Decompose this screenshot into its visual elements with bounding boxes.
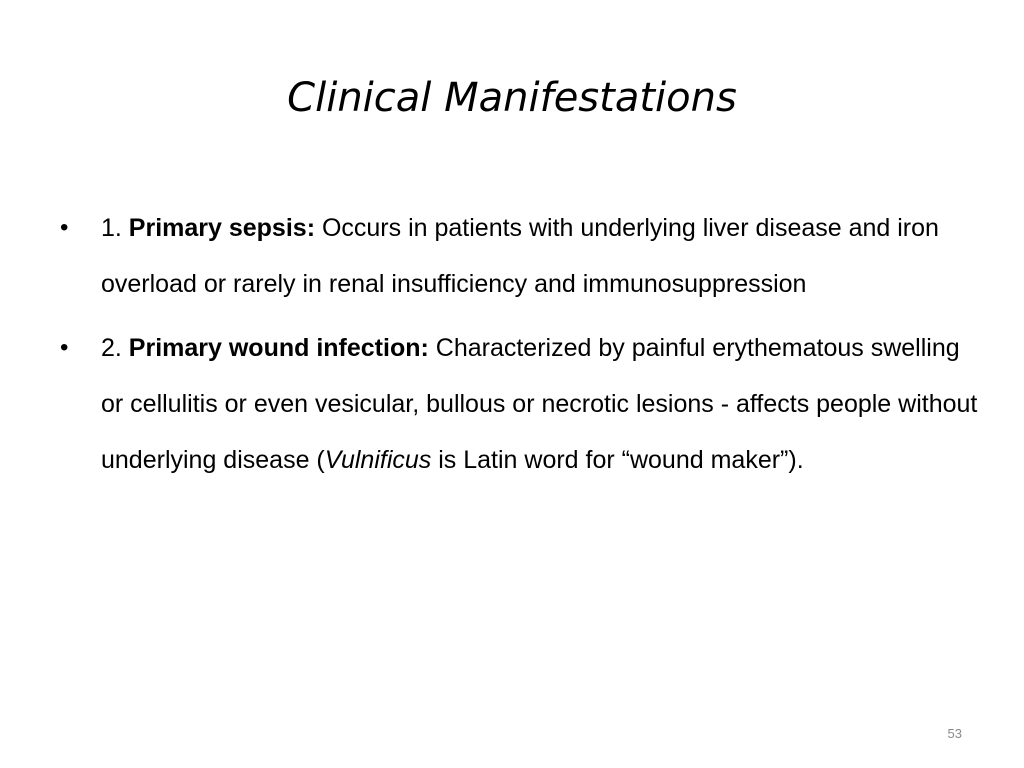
slide-title: Clinical Manifestations: [287, 75, 737, 121]
bullet-text: Occurs in patients with underlying liver disease and iron overload or rarely in renal insufficiency and immunosuppression: [101, 214, 939, 298]
bullet-heading: Primary wound infection:: [128, 334, 429, 362]
bullet-italic-term: Vulnificus: [324, 446, 432, 474]
bullet-marker: •: [60, 334, 69, 361]
bullet-item-primary-wound-infection: [60, 320, 980, 488]
bullet-marker: •: [60, 214, 69, 241]
bullet-number: 2.: [101, 334, 129, 362]
bullet-text: Characterized by painful erythematous swelling or cellulitis or even vesicular, bullous or necrotic lesions - affects people without underlying disease (: [101, 334, 978, 474]
bullet-number: 1.: [101, 214, 129, 242]
page-number: 53: [947, 726, 962, 741]
bullet-heading: Primary sepsis:: [128, 214, 316, 242]
bullet-list: [60, 200, 980, 496]
bullet-item-primary-sepsis: [60, 200, 980, 312]
bullet-text-end: is Latin word for “wound maker”).: [431, 446, 804, 474]
